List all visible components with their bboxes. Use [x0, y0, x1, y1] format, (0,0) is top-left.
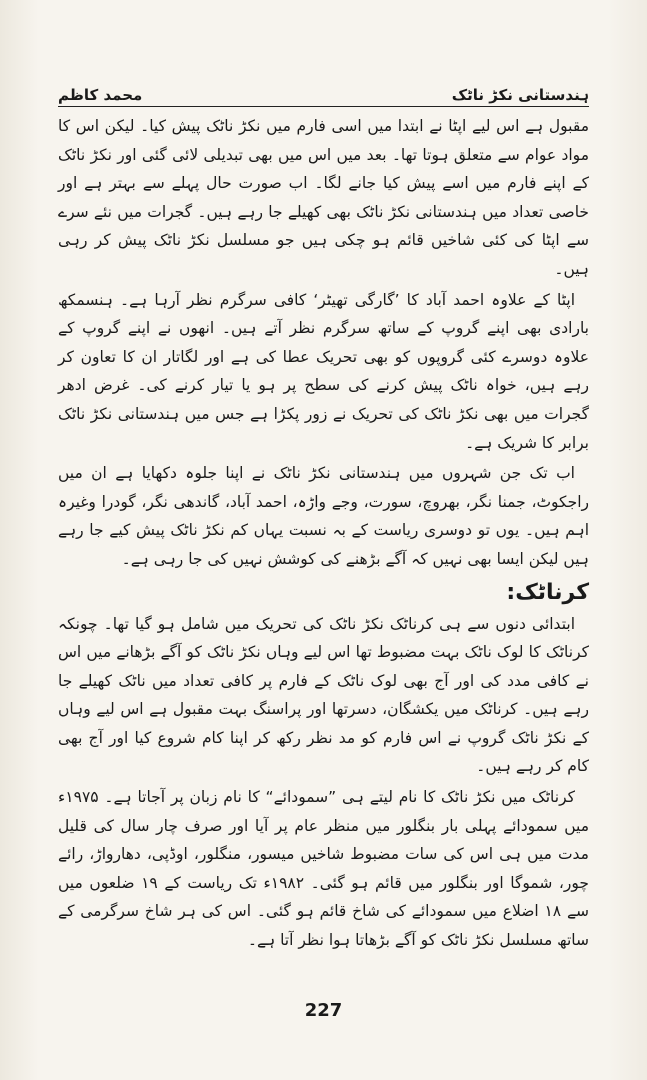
paragraph: مقبول ہے اس لیے اپٹا نے ابتدا میں اسی فارم میں نکڑ ناٹک پیش کیا۔ لیکن اس کا مواد عوام سے متعلق ہوتا تھا۔ بعد میں اس میں بھی تبدیلی لائی گئی اور نکڑ ناٹک کے اپنے فارم میں اسے پیش کیا جانے لگا۔ اب صورت حال پہلے سے بہتر ہے اور خاصی تعداد میں ہندستانی نکڑ ناٹک بھی کھیلے جا رہے ہیں۔ گجرات میں نئے سرے سے اپٹا کی کئی شاخیں قائم ہو چکی ہیں جو مسلسل نکڑ ناٹک پیش کر رہی ہیں۔ [58, 117, 589, 278]
paragraph: ابتدائی دنوں سے ہی کرناٹک نکڑ ناٹک کی تحریک میں شامل ہو گیا تھا۔ چونکہ کرناٹک کا لوک ناٹک بہت مضبوط تھا اس لیے وہاں نکڑ ناٹک کو آگے بڑھانے میں اس نے کافی مدد کی اور آج بھی لوک ناٹک کے فارم پر کافی تعداد میں ناٹک کھیلے جا رہے ہیں۔ کرناٹک میں یکشگان، دسرتھا اور پراسنگ بہت مقبول ہے اس لیے وہاں کے نکڑ ناٹک گروپ نے اس فارم کو مد نظر رکھ کر اپنا کام شروع کیا اور آج بھی کام کر رہے ہیں۔ [58, 614, 589, 776]
author-name: محمد کاظم [58, 86, 143, 104]
paragraph: اب تک جن شہروں میں ہندستانی نکڑ ناٹک نے اپنا جلوہ دکھایا ہے ان میں راجکوٹ، جمنا نگر، بھروچ، سورت، وجے واڑہ، احمد آباد، گاندھی نگر، گودرا وغیرہ اہم ہیں۔ یوں تو دوسری ریاست کے بہ نسبت یہاں کم نکڑ ناٹک پیش کیے جا رہے ہیں لیکن ایسا بھی نہیں کہ آگے بڑھنے کی کوشش نہیں کی جا رہی ہے۔ [58, 464, 589, 568]
running-header [58, 76, 589, 104]
header-divider [58, 106, 589, 107]
section-heading: کرناٹک: [506, 579, 589, 605]
body-text [58, 112, 589, 957]
paragraph: کرناٹک میں نکڑ ناٹک کا نام لیتے ہی ”سمودائے“ کا نام زبان پر آجاتا ہے۔ ۱۹۷۵ء میں سمودائے پہلی بار بنگلور میں منظر عام پر آیا اور صرف چار سال کی قلیل مدت میں ہی اس کی سات مضبوط شاخیں میسور، منگلور، اوڈپی، دھارواڑ، رائے چور، شموگا اور بنگلور میں قائم ہو گئی۔ ۱۹۸۲ء تک ریاست کے ۱۹ ضلعوں میں سے ۱۸ اضلاع میں سمودائے کی شاخ قائم ہو گئی۔ اس کی ہر شاخ سرگرمی کے ساتھ مسلسل نکڑ ناٹک کو آگے بڑھاتا ہوا نظر آتا ہے۔ [58, 788, 590, 950]
book-title: ہندستانی نکڑ ناٹک [451, 86, 589, 104]
paragraph: اپٹا کے علاوہ احمد آباد کا ’گارگی تھیٹر‘ کافی سرگرم نظر آرہا ہے۔ ہنسمکھ بارادی بھی اپنے گروپ کے ساتھ سرگرم نظر آتے ہیں۔ انھوں نے اپنے گروپ کے علاوہ دوسرے کئی گروپوں کو بھی تحریک عطا کی ہے اور لگاتار ان کا تعاون کر رہے ہیں، خواہ ناٹک پیش کرنے کی سطح پر ہو یا تیار کرنے کی۔ غرض ادھر گجرات میں بھی نکڑ ناٹک کی تحریک نے زور پکڑا ہے جس میں ہندستانی نکڑ ناٹک برابر کا شریک ہے۔ [58, 290, 589, 452]
page-number: 227 [304, 1000, 343, 1021]
